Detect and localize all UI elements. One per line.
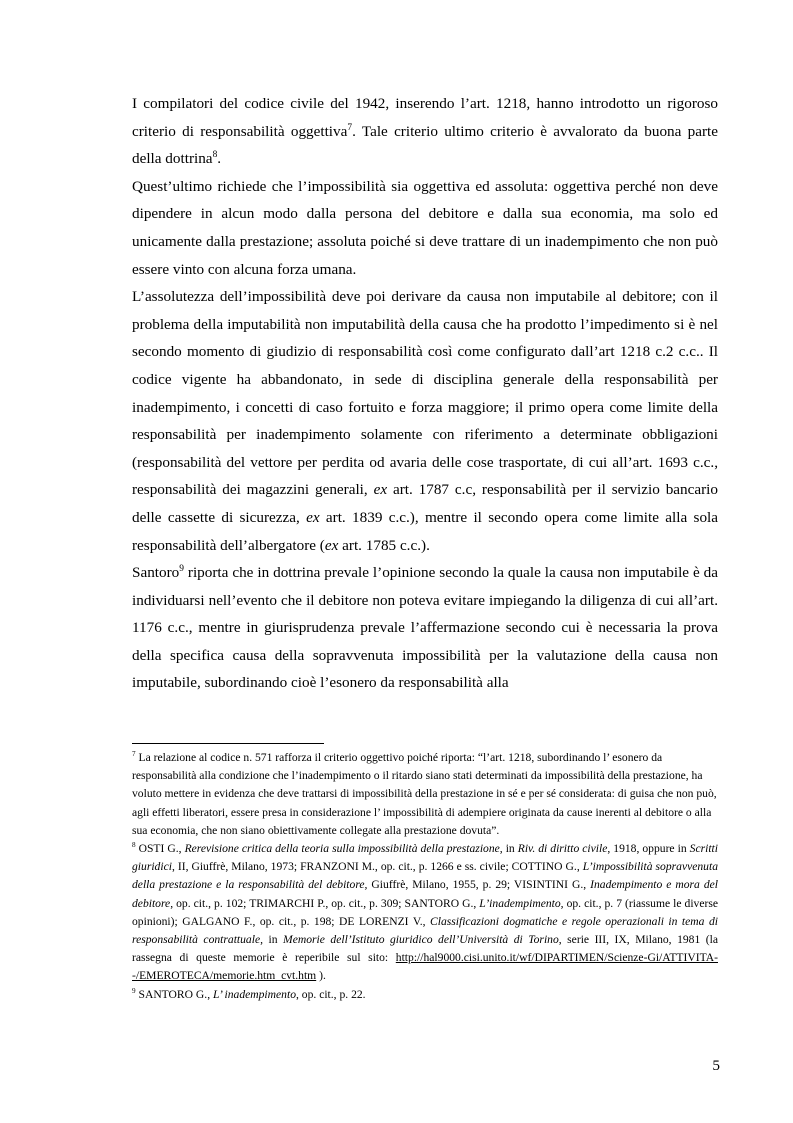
text-run: ). [316,969,326,983]
text-run: , II, Giuffrè, Milano, 1973; FRANZONI M., op. cit., p. 1266 e ss. civile; COTTINO G., [171,860,583,874]
citation-title: L’impossibilità sopravvenuta della prestazione e la responsabilità del debitore, [132,860,718,892]
body-text [132,90,718,697]
citation-title: Rerevisione critica della teoria sulla impossibilità della prestazione, [184,842,503,856]
footnotes [132,749,718,1004]
text-run: SANTORO G., [135,987,214,1001]
footnote-text: La relazione al codice n. 571 rafforza il criterio oggettivo poiché riporta: “l’art. 1218, subordinando l’ esonero da responsabilità alla condizione che l’inadempimento o il ritardo siano stati determinati da impossibilità della prestazione, ha voluto mettere in evidenza che deve trattarsi di impossibilità della prestazione in sé e per sé considerata: di guisa che non può, agli effetti liberatori, essere presa in considerazione l’ impossibilità di adempiere originata da cause inerenti al debitore o alla sua economia, che non siano obiettivamente collegate alla prestazione dovuta”. [132,751,717,837]
text-run: in [502,842,518,856]
citation-title: Memorie dell’Istituto giuridico dell’Università di Torino [283,933,559,947]
italic-ex: ex [324,536,339,554]
text-run: , 1918, oppure in [607,842,690,856]
citation-title: Scritti giuridici [132,842,718,874]
paragraph-4 [132,559,718,697]
text-run: OSTI G., [135,842,185,856]
footnote-7 [132,749,718,840]
text-run: art. 1785 c.c.). [338,536,430,554]
footnote-ref-8[interactable]: 8 [212,150,218,161]
citation-title: L’ inadempimento [213,987,296,1001]
text-run: Santoro [132,564,180,582]
text-run: , op. cit., p. 102; TRIMARCHI P., op. cit., p. 309; SANTORO G., [170,896,480,910]
paragraph-1 [132,90,718,173]
italic-ex: ex [306,508,320,526]
paragraph-2: Quest’ultimo richiede che l’impossibilità sia oggettiva ed assoluta: oggettiva perché non deve dipendere in alcun modo dalla persona del debitore e dalla sua economia, ma solo ed unicamente dalla prestazione; assoluta poiché si deve trattare di un inadempimento che non può essere vinto con alcuna forza umana. [132,177,718,278]
text-run: op. cit., p. 7 (riassume le diverse opinioni); GALGANO F., op. cit., p. 198; DE LORENZI V., [132,896,719,928]
text-run: in [263,933,284,947]
paragraph-3 [132,283,718,559]
text-run: art. 1839 c.c.), mentre il secondo opera come limite alla sola responsabilità dell’albergatore ( [132,508,718,554]
citation-title: L’inadempimento, [479,896,564,910]
text-run: . [217,150,222,168]
italic-ex: ex [373,481,388,499]
footnote-9 [132,986,718,1004]
memorie-link[interactable]: http://hal9000.cisi.unito.it/wf/DIPARTIMEN/Scienze-Gi/ATTIVITA--/EMEROTECA/memorie.htm_cvt.htm [132,951,718,983]
text-run: , serie III, IX, Milano, 1981 (la rassegna di queste memorie è reperibile sul sito: [132,933,719,965]
text-run: I compilatori del codice civile del 1942, inserendo l’art. 1218, hanno introdotto un rigoroso criterio di responsabilità oggettiva [132,95,718,140]
text-run: , op. cit., p. 22. [296,987,366,1001]
citation-title: Classificazioni dogmatiche e regole operazionali in tema di responsabilità contrattuale, [132,914,718,947]
text-run: Giuffrè, Milano, 1955, p. 29; VISINTINI G., [367,878,591,892]
footnote-8 [132,840,718,986]
text-run: L’assolutezza dell’impossibilità deve poi derivare da causa non imputabile al debitore; con il problema della imputabilità non imputabilità della causa che ha prodotto l’impedimento si è nel secondo momento di giudizio di responsabilità così come configurato dall’art 1218 c.2 c.c.. Il codice vigente ha abbandonato, in sede di disciplina generale della responsabilità per inadempimento, i concetti di caso fortuito e forza maggiore; il primo opera come limite della responsabilità per inadempimento solamente con riferimento a determinate obbligazioni (responsabilità del vettore per perdita od avaria delle cose trasportate, di cui all’art. 1693 c.c., responsabilità dei magazzini generali, [132,288,718,499]
footnote-separator [132,743,324,744]
citation-title: Riv. di diritto civile [517,842,608,856]
text-run: art. 1787 c.c, responsabilità per il servizio bancario delle cassette di sicurezza, [132,481,718,526]
footnote-ref-7[interactable]: 7 [347,122,353,133]
text-run: . Tale criterio ultimo criterio è avvalorato da buona parte della dottrina [132,122,718,168]
text-run: riporta che in dottrina prevale l’opinione secondo la quale la causa non imputabile è da individuarsi nell’evento che il debitore non poteva evitare impiegando la diligenza di cui all’art. 1176 c.c., mentre in giurisprudenza prevale l’affermazione secondo cui è necessaria la prova della specifica causa della sopravvenuta impossibilità per la valutazione della causa non imputabile, subordinando cioè l’esonero da responsabilità alla [132,564,718,692]
footnote-number: 9 [132,986,136,995]
footnote-ref-9[interactable]: 9 [179,564,184,575]
citation-title: Inadempimento e mora del debitore [132,878,718,910]
footnote-number: 8 [132,841,136,850]
footnote-number: 7 [132,750,136,759]
page-number: 5 [712,1057,720,1074]
